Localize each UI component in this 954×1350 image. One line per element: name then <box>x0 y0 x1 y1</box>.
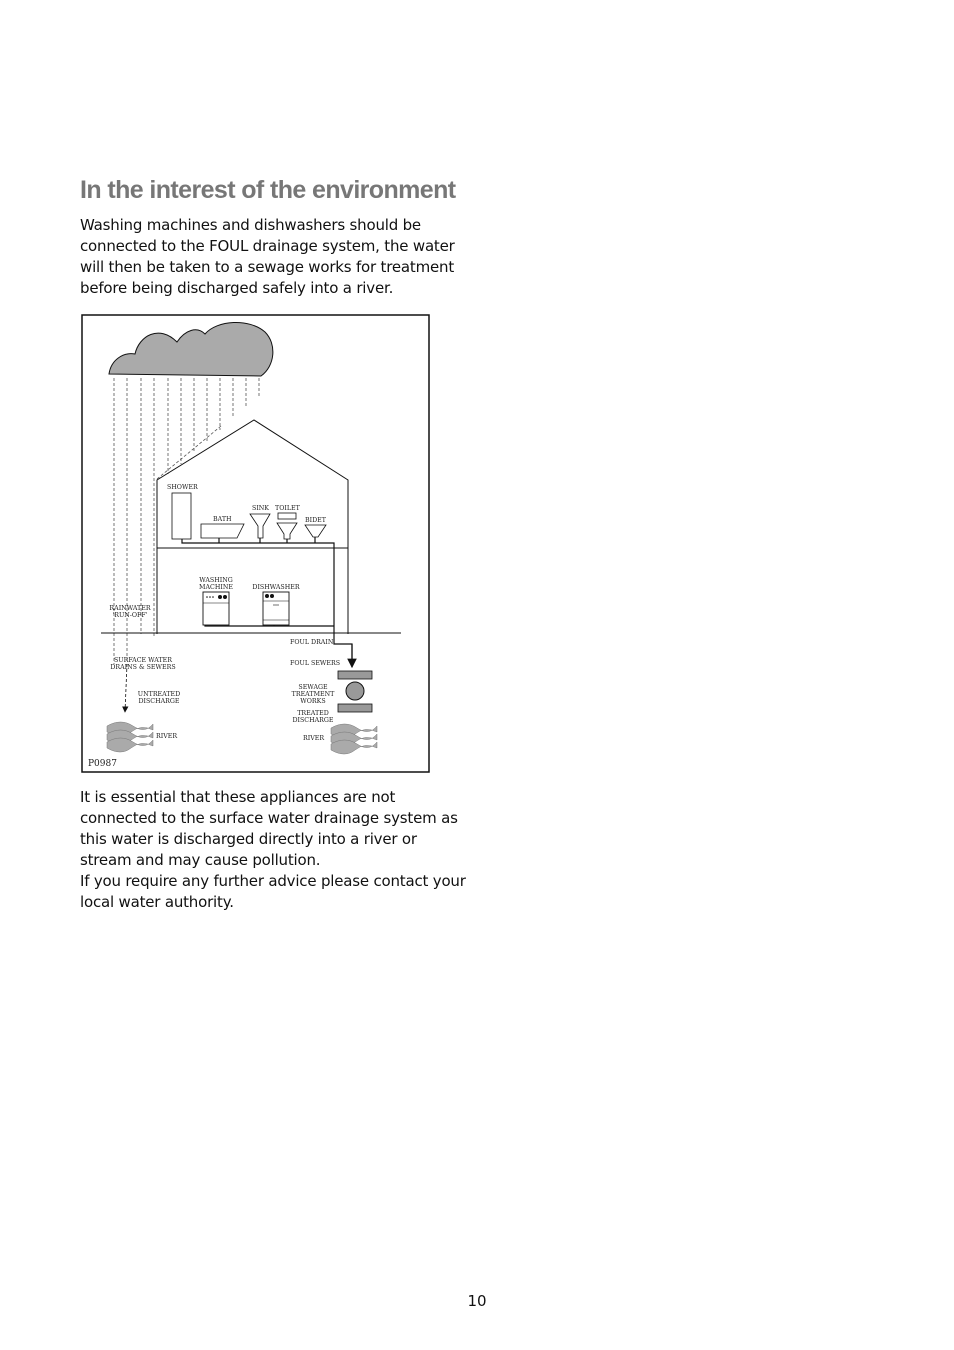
bath-icon <box>201 524 244 538</box>
sewage-treatment-icon <box>346 682 364 700</box>
label-rainwater-2: 'RUN-OFF' <box>112 612 148 619</box>
label-rainwater-1: RAINWATER <box>109 605 151 612</box>
label-untreated-1: UNTREATED <box>137 691 181 698</box>
label-toilet: TOILET <box>275 505 300 512</box>
diagram-reference: P0987 <box>88 759 117 769</box>
label-sewage-1: SEWAGE <box>298 684 328 691</box>
label-shower: SHOWER <box>167 484 198 491</box>
label-dishwasher: DISHWASHER <box>252 584 300 591</box>
label-treated-1: TREATED <box>297 710 329 717</box>
sewage-tank-top <box>338 671 372 679</box>
label-sewage-3: WORKS <box>300 698 326 705</box>
label-bidet: BIDET <box>305 517 326 524</box>
intro-paragraph: Washing machines and dishwashers should be connected to the FOUL drainage system, the water will then be taken to a sewage works for treatment before being discharged safely into a river. <box>80 216 455 297</box>
label-washing-machine-2: MACHINE <box>199 584 233 591</box>
label-untreated-2: DISCHARGE <box>138 698 180 705</box>
sewage-tank-bottom <box>338 704 372 712</box>
warning-paragraph: It is essential that these appliances are not connected to the surface water drainage system as this water is discharged directly into a river or stream and may cause pollution. <box>80 788 458 869</box>
shower-icon <box>172 493 191 539</box>
label-river-left: RIVER <box>156 733 178 740</box>
label-river-right: RIVER <box>303 735 325 742</box>
page-title: In the interest of the environment <box>80 176 456 204</box>
dishwasher-icon <box>263 592 289 625</box>
label-treated-2: DISCHARGE <box>292 717 334 724</box>
label-surface-water-1: SURFACE WATER <box>113 657 173 664</box>
label-foul-sewers: FOUL SEWERS <box>290 660 341 667</box>
label-surface-water-2: DRAINS & SEWERS <box>110 664 176 671</box>
page-number: 10 <box>467 1292 487 1310</box>
label-sewage-2: TREATMENT <box>291 691 335 698</box>
drainage-diagram <box>81 314 431 774</box>
advice-paragraph: If you require any further advice please contact your local water authority. <box>80 872 466 911</box>
label-bath: BATH <box>213 516 232 523</box>
label-sink: SINK <box>252 505 270 512</box>
label-foul-drain: FOUL DRAIN <box>290 639 334 646</box>
washing-machine-icon <box>203 592 229 625</box>
label-washing-machine-1: WASHING <box>199 577 233 584</box>
